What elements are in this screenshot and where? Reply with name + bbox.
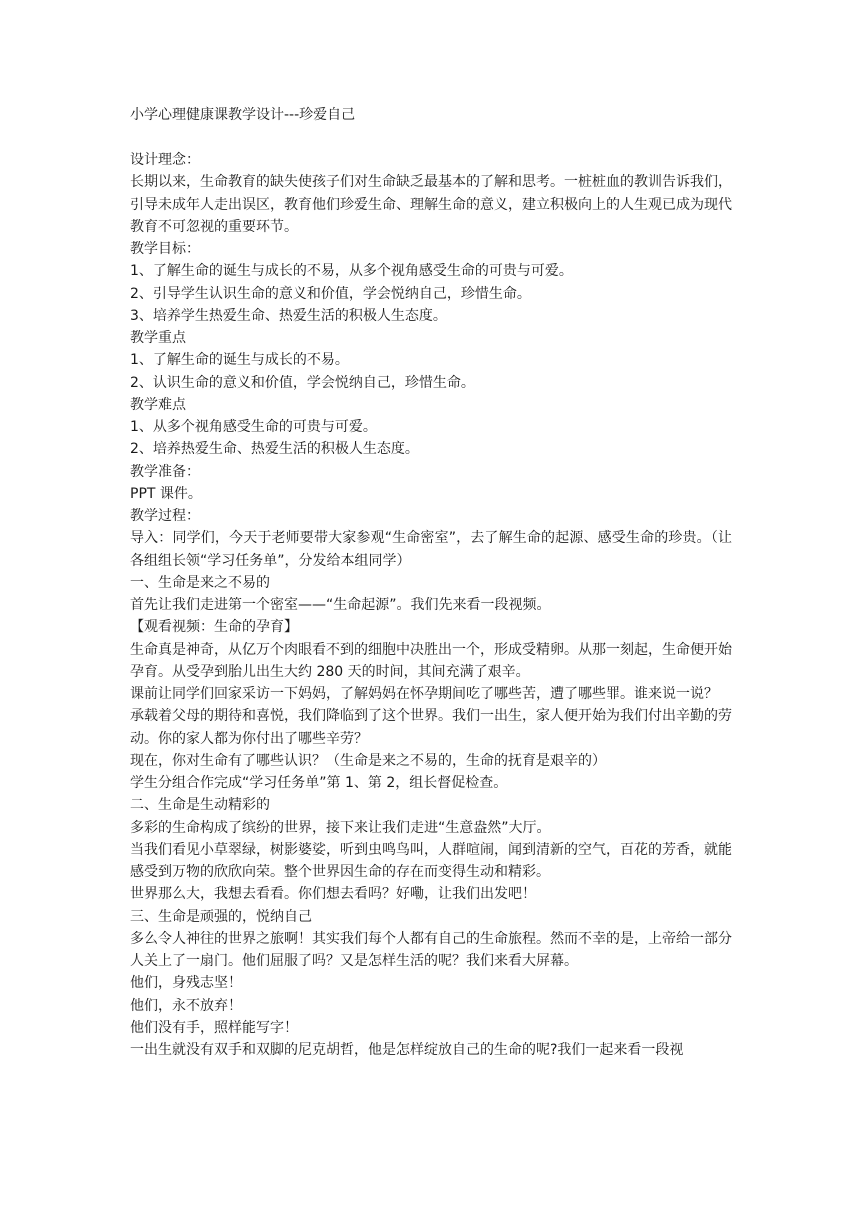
paragraph: 课前让同学们回家采访一下妈妈，了解妈妈在怀孕期间吃了哪些苦，遭了哪些罪。谁来说一说？ (130, 686, 718, 702)
paragraph: 生命真是神奇，从亿万个肉眼看不到的细胞中决胜出一个，形成受精卵。从那一刻起，生命便开始孕育。从受孕到胎儿出生大约 280 天的时间，其间充满了艰辛。 (130, 641, 732, 680)
paragraph: PPT 课件。 (130, 485, 202, 502)
paragraph: 首先让我们走进第一个密室——“生命起源”。我们先来看一段视频。 (130, 597, 551, 613)
paragraph: 教学难点 (130, 396, 186, 413)
paragraph: 教学目标： (130, 241, 200, 257)
paragraph: 设计理念： (130, 152, 200, 168)
paragraph: 1、从多个视角感受生命的可贵与可爱。 (130, 419, 377, 435)
paragraph: 长期以来，生命教育的缺失使孩子们对生命缺乏最基本的了解和思考。一桩桩血的教训告诉我们，引导未成年人走出误区，教育他们珍爱生命、理解生命的意义，建立积极向上的人生观已成为现代教育不可忽视的重要环节。 (130, 174, 732, 235)
paragraph: 一出生就没有双手和双脚的尼克胡哲，他是怎样绽放自己的生命的呢?我们一起来看一段视 (130, 1042, 684, 1058)
paragraph: 1、了解生命的诞生与成长的不易，从多个视角感受生命的可贵与可爱。 (130, 263, 573, 280)
paragraph: 教学重点 (130, 330, 186, 346)
section-heading: 一、生命是来之不易的 (130, 574, 270, 591)
paragraph: 【观看视频：生命的孕育】 (130, 619, 298, 636)
paragraph: 世界那么大，我想去看看。你们想去看吗？好嘞，让我们出发吧！ (130, 886, 536, 903)
paragraph: 多彩的生命构成了缤纷的世界，接下来让我们走进“生意盎然”大厅。 (130, 819, 551, 836)
paragraph: 现在，你对生命有了哪些认识？（生命是来之不易的，生命的抚育是艰辛的） (130, 752, 606, 769)
paragraph: 导入：同学们，今天于老师要带大家参观“生命密室”，去了解生命的起源、感受生命的珍贵。（让各组组长领“学习任务单”，分发给本组同学） (130, 530, 732, 569)
paragraph: 3、培养学生热爱生命、热爱生活的积极人生态度。 (130, 307, 447, 324)
paragraph: 2、引导学生认识生命的意义和价值，学会悦纳自己，珍惜生命。 (130, 285, 531, 302)
paragraph: 教学准备： (130, 463, 200, 480)
section-heading: 二、生命是生动精彩的 (130, 797, 270, 814)
document-title: 小学心理健康课教学设计---珍爱自己 (130, 107, 356, 123)
paragraph: 他们，身残志坚！ (130, 975, 242, 992)
paragraph: 承载着父母的期待和喜悦，我们降临到了这个世界。我们一出生，家人便开始为我们付出辛勤的劳动。你的家人都为你付出了哪些辛劳？ (130, 708, 732, 747)
paragraph: 他们，永不放弃！ (130, 997, 242, 1014)
paragraph: 多么令人神往的世界之旅啊！其实我们每个人都有自己的生命旅程。然而不幸的是，上帝给一部分人关上了一扇门。他们屈服了吗？又是怎样生活的呢？我们来看大屏幕。 (130, 930, 732, 969)
paragraph: 2、培养热爱生命、热爱生活的积极人生态度。 (130, 441, 419, 458)
paragraph: 教学过程： (130, 508, 200, 524)
paragraph: 他们没有手，照样能写字！ (130, 1019, 298, 1036)
paragraph: 学生分组合作完成“学习任务单”第 1、第 2，组长督促检查。 (130, 775, 508, 791)
section-heading: 三、生命是顽强的，悦纳自己 (130, 908, 312, 925)
document-body (130, 149, 732, 1061)
paragraph: 当我们看见小草翠绿，树影婆娑，听到虫鸣鸟叫，人群喧闹，闻到清新的空气，百花的芳香，就能感受到万物的欣欣向荣。整个世界因生命的存在而变得生动和精彩。 (130, 841, 732, 880)
paragraph: 1、了解生命的诞生与成长的不易。 (130, 352, 349, 369)
paragraph: 2、认识生命的意义和价值，学会悦纳自己，珍惜生命。 (130, 374, 475, 391)
